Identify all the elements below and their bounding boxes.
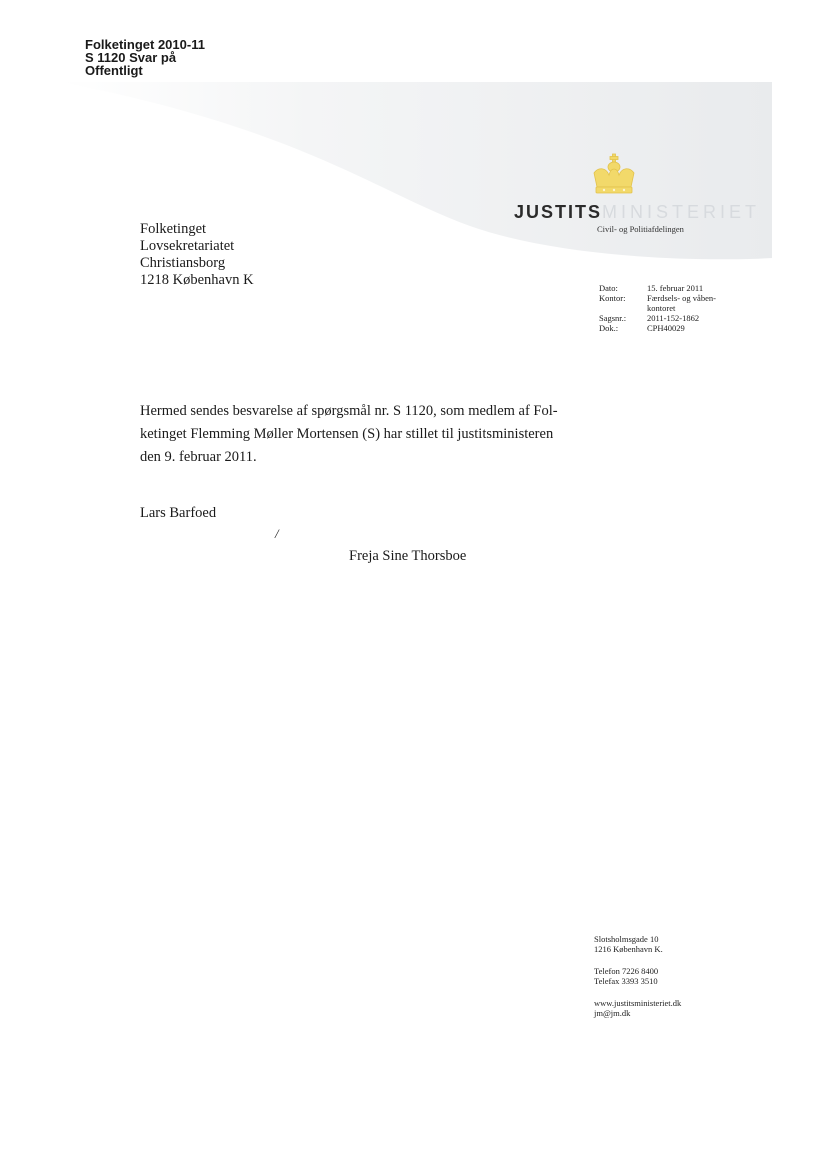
footer-website-link[interactable]: www.justitsministeriet.dk xyxy=(594,998,682,1008)
stamp-line-session: Folketinget 2010-11 xyxy=(85,37,205,52)
document-metadata xyxy=(599,283,742,333)
meta-row-office xyxy=(599,293,742,313)
logo-word-bold: JUSTITS xyxy=(514,202,603,222)
ministry-logo-wordmark xyxy=(514,202,760,223)
recipient-line-3: Christiansborg xyxy=(140,255,226,271)
signature-minister: Lars Barfoed xyxy=(140,505,217,521)
recipient-line-1: Folketinget xyxy=(140,221,207,237)
meta-office-value-line-1: Færdsels- og våben- xyxy=(647,293,716,303)
signature-official: Freja Sine Thorsboe xyxy=(349,548,467,564)
body-line-2: ketinget Flemming Møller Mortensen (S) har stillet til justitsministeren xyxy=(140,426,554,442)
footer-city: 1216 København K. xyxy=(594,944,663,954)
meta-office-label: Kontor: xyxy=(599,293,626,303)
letter-body xyxy=(140,400,570,469)
department-name: Civil- og Politiafdelingen xyxy=(597,224,684,234)
footer-fax: Telefax 3393 3510 xyxy=(594,976,658,986)
meta-doc-value: CPH40029 xyxy=(647,323,685,333)
ministry-contact-footer xyxy=(594,934,681,1018)
signature-separator: / xyxy=(275,526,279,541)
parliament-stamp xyxy=(85,38,205,77)
meta-case-label: Sagsnr.: xyxy=(599,313,627,323)
logo-word-light: MINISTERIET xyxy=(602,202,761,222)
crown-icon xyxy=(590,153,638,197)
recipient-line-4: 1218 København K xyxy=(140,272,254,288)
stamp-line-question: S 1120 Svar på xyxy=(85,50,177,65)
meta-office-value xyxy=(647,293,742,313)
stamp-line-status: Offentligt xyxy=(85,63,143,78)
body-line-1: Hermed sendes besvarelse af spørgsmål nr. S 1120, som medlem af Fol- xyxy=(140,403,558,419)
meta-date-value: 15. februar 2011 xyxy=(647,283,704,293)
meta-date-label: Dato: xyxy=(599,283,618,293)
meta-row-doc xyxy=(599,323,742,333)
meta-doc-label: Dok.: xyxy=(599,323,619,333)
meta-office-value-line-2: kontoret xyxy=(647,303,676,313)
footer-street: Slotsholmsgade 10 xyxy=(594,934,659,944)
meta-row-date xyxy=(599,283,742,293)
footer-email-link[interactable]: jm@jm.dk xyxy=(594,1008,631,1018)
meta-row-case xyxy=(599,313,742,323)
recipient-address xyxy=(140,221,254,289)
footer-phone: Telefon 7226 8400 xyxy=(594,966,659,976)
meta-case-value: 2011-152-1862 xyxy=(647,313,700,323)
body-line-3: den 9. februar 2011. xyxy=(140,449,257,465)
recipient-line-2: Lovsekretariatet xyxy=(140,238,235,254)
